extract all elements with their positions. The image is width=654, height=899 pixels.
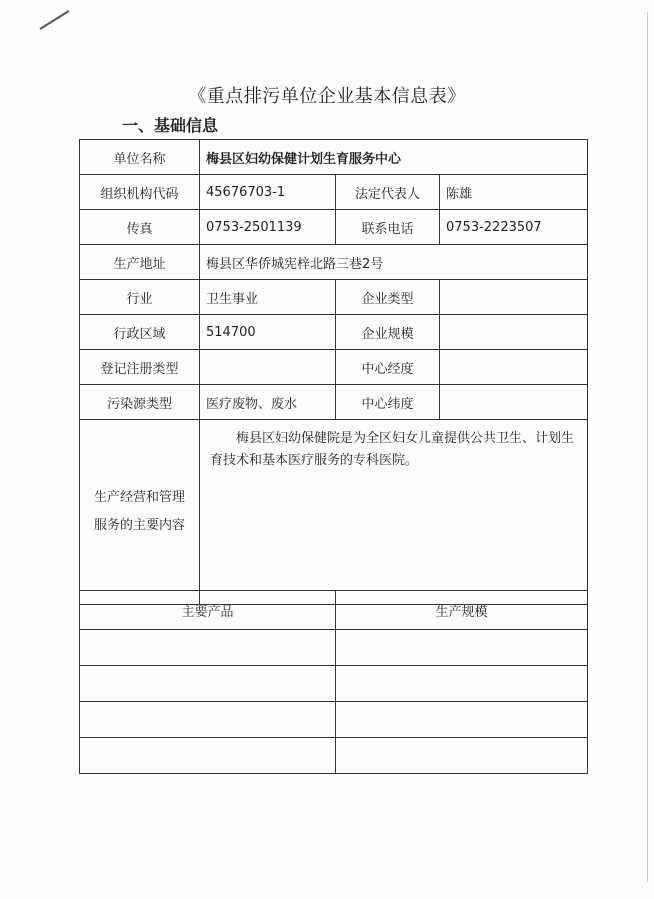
scale-cell (336, 630, 588, 666)
scan-pen-mark (39, 10, 69, 30)
admin-area-value: 514700 (200, 315, 336, 350)
table-row (80, 140, 588, 175)
enterprise-scale-label: 企业规模 (336, 315, 440, 350)
fax-label: 传真 (80, 210, 200, 245)
phone-label: 联系电话 (336, 210, 440, 245)
scale-cell (336, 666, 588, 702)
table-row (80, 175, 588, 210)
table-header-row (80, 591, 588, 630)
product-cell (80, 630, 336, 666)
table-row (80, 385, 588, 420)
fax-value: 0753-2501139 (200, 210, 336, 245)
registration-type-label: 登记注册类型 (80, 350, 200, 385)
table-row (80, 245, 588, 280)
center-latitude-label: 中心纬度 (336, 385, 440, 420)
table-row (80, 280, 588, 315)
main-business-label-line2: 服务的主要内容 (93, 518, 185, 533)
enterprise-scale-value (440, 315, 588, 350)
table-row (80, 666, 588, 702)
main-business-label-line1: 生产经营和管理 (93, 490, 185, 505)
center-longitude-label: 中心经度 (336, 350, 440, 385)
document-title: 《重点排污单位企业基本信息表》 (188, 86, 466, 107)
org-code-label: 组织机构代码 (80, 175, 200, 210)
main-business-value: 梅县区妇幼保健院是为全区妇女儿童提供公共卫生、计划生育技术和基本医疗服务的专科医院。 (200, 420, 588, 605)
unit-name-value: 梅县区妇幼保健计划生育服务中心 (200, 140, 588, 175)
enterprise-type-label: 企业类型 (336, 280, 440, 315)
phone-value: 0753-2223507 (440, 210, 588, 245)
table-row (80, 315, 588, 350)
center-latitude-value (440, 385, 588, 420)
legal-rep-label: 法定代表人 (336, 175, 440, 210)
unit-name-label: 单位名称 (80, 140, 200, 175)
industry-value: 卫生事业 (200, 280, 336, 315)
scale-cell (336, 738, 588, 774)
basic-info-table (79, 139, 588, 605)
product-cell (80, 702, 336, 738)
col-scale-header: 生产规模 (336, 591, 588, 630)
pollution-type-label: 污染源类型 (80, 385, 200, 420)
products-table (79, 590, 588, 774)
table-row (80, 420, 588, 605)
admin-area-label: 行政区域 (80, 315, 200, 350)
table-row (80, 702, 588, 738)
pollution-type-value: 医疗废物、废水 (200, 385, 336, 420)
product-cell (80, 666, 336, 702)
industry-label: 行业 (80, 280, 200, 315)
legal-rep-value: 陈雄 (440, 175, 588, 210)
org-code-value: 45676703-1 (200, 175, 336, 210)
table-row (80, 738, 588, 774)
center-longitude-value (440, 350, 588, 385)
col-product-header: 主要产品 (80, 591, 336, 630)
main-business-label (80, 420, 200, 605)
registration-type-value (200, 350, 336, 385)
address-label: 生产地址 (80, 245, 200, 280)
scale-cell (336, 702, 588, 738)
enterprise-type-value (440, 280, 588, 315)
product-cell (80, 738, 336, 774)
table-row (80, 630, 588, 666)
address-value: 梅县区华侨城宪梓北路三巷2号 (200, 245, 588, 280)
table-row (80, 210, 588, 245)
section-heading: 一、基础信息 (122, 116, 219, 135)
scan-edge (647, 12, 648, 882)
table-row (80, 350, 588, 385)
